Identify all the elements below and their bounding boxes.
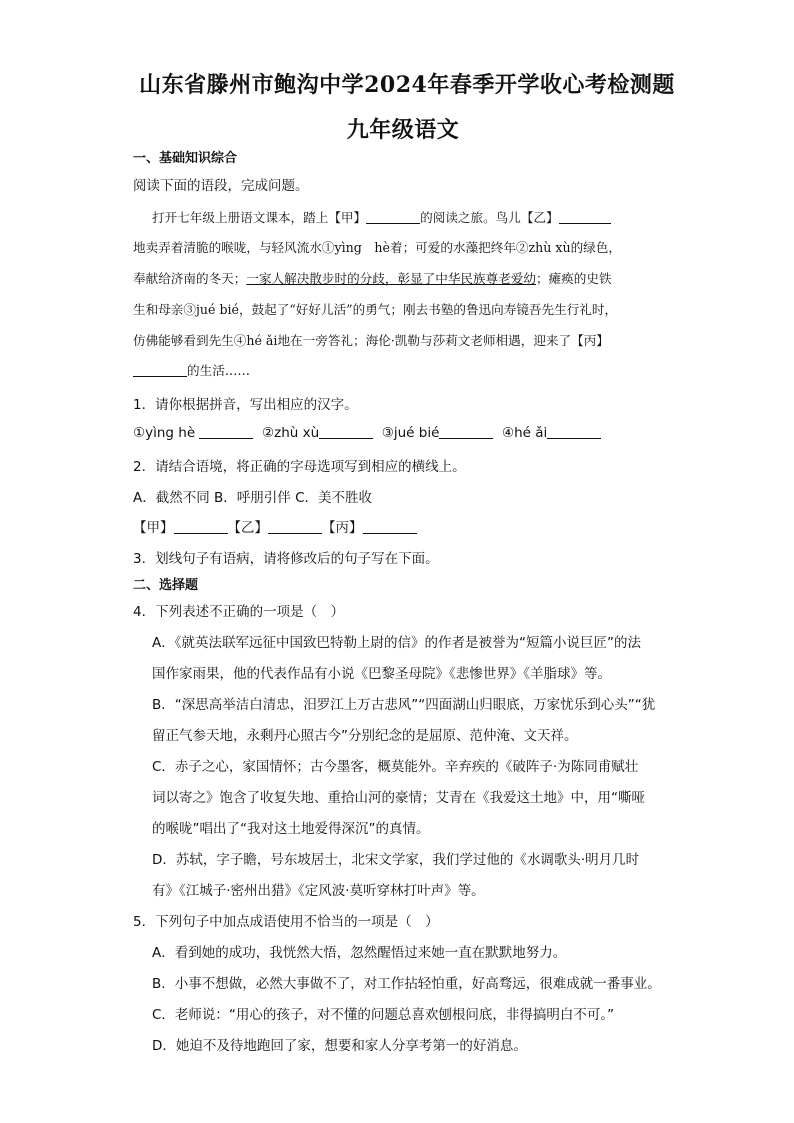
q1-a4-label: ④hé ǎi bbox=[501, 425, 548, 441]
q2-answers bbox=[133, 516, 417, 536]
q1-a2-blank[interactable] bbox=[319, 424, 373, 439]
q1-a1-blank[interactable] bbox=[199, 424, 253, 439]
passage-l1b: 的阅读之旅。鸟儿【乙】 bbox=[420, 210, 559, 225]
q1-a3-blank[interactable] bbox=[439, 424, 493, 439]
q1-answers bbox=[133, 424, 601, 441]
section2-heading: 二、选择题 bbox=[133, 578, 199, 593]
q4-option-d-line2: 有》《江城子·密州出猎》《定风波·莫听穿林打叶声》等。 bbox=[152, 883, 485, 899]
q4-option-c-line1: C．赤子之心，家国情怀；古今墨客，概莫能外。辛弃疾的《破阵子·为陈同甫赋壮 bbox=[152, 759, 639, 775]
passage-line-3 bbox=[133, 268, 612, 287]
q2-bing-blank[interactable] bbox=[363, 519, 417, 534]
q4-option-b-line2: 留正气参天地，永剩丹心照古今”分别纪念的是屈原、范仲淹、文天祥。 bbox=[152, 728, 578, 744]
q3-text: 3．划线句子有语病，请将修改后的句子写在下面。 bbox=[133, 551, 439, 567]
q4-option-a-line1: A．《就英法联军远征中国致巴特勒上尉的信》的作者是被誉为“短篇小说巨匠”的法 bbox=[152, 635, 641, 651]
q5-option-d: D．她迫不及待地跑回了家，想要和家人分享考第一的好消息。 bbox=[152, 1038, 527, 1054]
q1-a2-label: ②zhù xù bbox=[262, 425, 320, 441]
exam-subtitle: 九年级语文 bbox=[346, 117, 460, 143]
q1-a1-label: ①yìng hè bbox=[133, 425, 196, 441]
passage-l3a: 奉献给济南的冬天； bbox=[133, 271, 247, 286]
q5-option-b: B．小事不想做，必然大事做不了，对工作拈轻怕重，好高骛远，很难成就一番事业。 bbox=[152, 976, 661, 992]
exam-title: 山东省滕州市鲍沟中学2024年春季开学收心考检测题 bbox=[139, 72, 675, 98]
q2-options: A．截然不同 B．呼朋引伴 C．美不胜收 bbox=[133, 490, 373, 506]
q5-stem: 5．下列句子中加点成语使用不恰当的一项是（ ） bbox=[133, 914, 439, 930]
q2-text: 2．请结合语境，将正确的字母选项写到相应的横线上。 bbox=[133, 459, 466, 475]
q2-yi-blank[interactable] bbox=[268, 519, 322, 534]
passage-line-1 bbox=[152, 207, 611, 226]
passage-l6: 的生活…… bbox=[187, 363, 250, 378]
q2-jia-label: 【甲】 bbox=[133, 520, 174, 536]
q4-option-c-line3: 的喉咙”唱出了“我对这土地爱得深沉”的真情。 bbox=[152, 821, 430, 837]
passage-line-2: 地卖弄着清脆的喉咙，与轻风流水①yìng hè着；可爱的水藻把终年②zhù xù的绿色， bbox=[133, 240, 621, 255]
q2-bing-label: 【丙】 bbox=[322, 520, 363, 536]
passage-l3b: ；瘫痪的史铁 bbox=[536, 271, 612, 286]
passage-line-6 bbox=[133, 360, 250, 379]
blank-bing[interactable] bbox=[133, 362, 187, 377]
q4-stem: 4．下列表述不正确的一项是（ ） bbox=[133, 604, 345, 620]
blank-yi[interactable] bbox=[559, 209, 611, 224]
passage-l1a: 打开七年级上册语文课本，踏上【甲】 bbox=[152, 210, 367, 225]
section1-instruction: 阅读下面的语段，完成问题。 bbox=[133, 178, 309, 194]
section1-heading: 一、基础知识综合 bbox=[133, 151, 238, 166]
q5-option-a: A．看到她的成功，我恍然大悟，忽然醒悟过来她一直在默默地努力。 bbox=[152, 945, 567, 961]
passage-line-4: 生和母亲③jué bié，鼓起了“好好儿活”的勇气；刚去书塾的鲁迅向寿镜吾先生行礼时， bbox=[133, 302, 618, 317]
q1-a3-label: ③jué bié bbox=[381, 425, 440, 441]
q5-option-c: C．老师说：“用心的孩子，对不懂的问题总喜欢刨根问底，非得搞明白不可。” bbox=[152, 1007, 615, 1023]
passage-line-5: 仿佛能够看到先生④hé ǎi地在一旁答礼；海伦·凯勒与莎莉文老师相遇，迎来了【丙】 bbox=[133, 333, 609, 348]
q2-yi-label: 【乙】 bbox=[227, 520, 268, 536]
underlined-sentence: 一家人解决散步时的分歧，彰显了中华民族尊老爱幼 bbox=[246, 271, 536, 286]
q2-jia-blank[interactable] bbox=[174, 519, 228, 534]
q1-text: 1．请你根据拼音，写出相应的汉字。 bbox=[133, 397, 358, 413]
q1-a4-blank[interactable] bbox=[547, 424, 601, 439]
q4-option-a-line2: 国作家雨果，他的代表作品有小说《巴黎圣母院》《悲惨世界》《羊脂球》等。 bbox=[152, 666, 611, 682]
q4-option-b-line1: B．“深思高举洁白清忠，汨罗江上万古悲风”“四面湖山归眼底，万家忧乐到心头”“犹 bbox=[152, 697, 656, 713]
q4-option-d-line1: D．苏轼，字子瞻，号东坡居士，北宋文学家，我们学过他的《水调歌头·明月几时 bbox=[152, 852, 640, 868]
q4-option-c-line2: 词以寄之》饱含了收复失地、重拾山河的豪情；艾青在《我爱这土地》中，用“嘶哑 bbox=[152, 790, 645, 806]
blank-jia[interactable] bbox=[366, 209, 420, 224]
